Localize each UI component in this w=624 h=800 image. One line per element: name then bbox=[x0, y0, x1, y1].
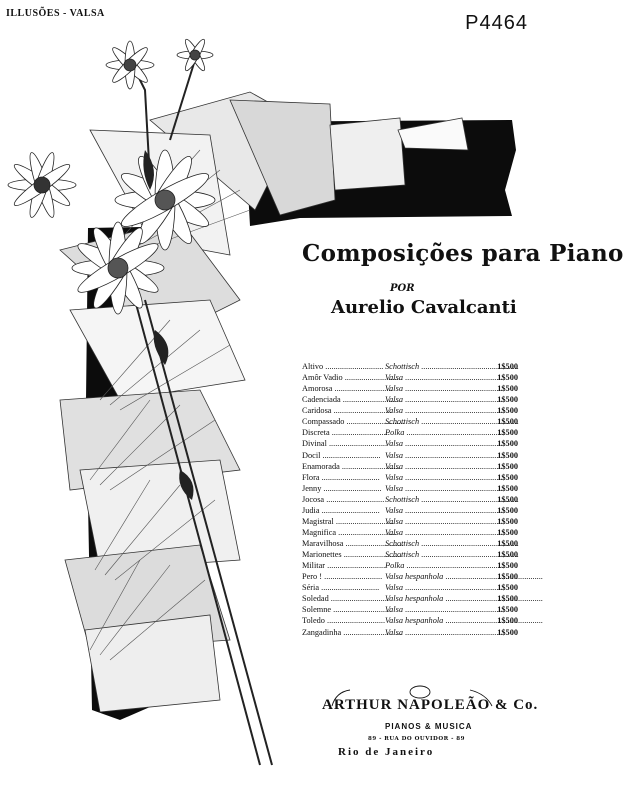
piece-genre: Schottisch ..... bbox=[385, 417, 488, 426]
piece-price: 1$500 bbox=[497, 417, 518, 427]
piece-price: 1$500 bbox=[497, 550, 518, 560]
piece-price: 1$500 bbox=[497, 483, 518, 493]
list-item bbox=[302, 462, 518, 473]
piece-genre: Polka ..... bbox=[385, 428, 488, 437]
publisher-address: 89 - RUA DO OUVIDOR - 89 bbox=[368, 736, 465, 742]
piece-genre: Schottisch ..... bbox=[385, 495, 488, 504]
list-item bbox=[302, 428, 518, 439]
piece-price: 1$500 bbox=[497, 561, 518, 571]
list-item bbox=[302, 583, 518, 594]
header-title: ILLUSÕES - VALSA bbox=[6, 8, 105, 19]
piece-genre: Valsa ..... bbox=[385, 517, 488, 526]
piece-genre: Valsa ..... bbox=[385, 406, 488, 415]
piece-name: Discreta ..... bbox=[302, 428, 385, 437]
piece-genre: Valsa ..... bbox=[385, 439, 488, 448]
piece-name: Amôr Vadio ..... bbox=[302, 373, 385, 382]
piece-name: Maravilhosa ..... bbox=[302, 539, 385, 548]
piece-price: 1$500 bbox=[497, 472, 518, 482]
piece-list bbox=[302, 362, 518, 639]
list-item bbox=[302, 561, 518, 572]
piece-genre: Valsa ..... bbox=[385, 583, 488, 592]
piece-genre: Schottisch ..... bbox=[385, 539, 488, 548]
piece-name: Magistral ..... bbox=[302, 517, 385, 526]
list-item bbox=[302, 506, 518, 517]
list-item bbox=[302, 495, 518, 506]
publisher-name: ARTHUR NAPOLEÃO & Co. bbox=[322, 697, 539, 713]
piece-genre: Valsa hespanhola ..... bbox=[385, 616, 488, 625]
piece-genre: Valsa ..... bbox=[385, 384, 488, 393]
publisher-subtitle: PIANOS & MUSICA bbox=[385, 722, 473, 731]
piece-name: Jocosa ..... bbox=[302, 495, 385, 504]
list-item bbox=[302, 362, 518, 373]
piece-genre: Valsa ..... bbox=[385, 528, 488, 537]
list-item bbox=[302, 594, 518, 605]
piece-name: Jenny ..... bbox=[302, 484, 385, 493]
piece-genre: Valsa ..... bbox=[385, 506, 488, 515]
composer-name: Aurelio Cavalcanti bbox=[331, 297, 517, 318]
piece-name: Amorosa ..... bbox=[302, 384, 385, 393]
list-item bbox=[302, 439, 518, 450]
piece-price: 1$500 bbox=[497, 516, 518, 526]
piece-price: 1$500 bbox=[497, 439, 518, 449]
piece-genre: Valsa hespanhola ..... bbox=[385, 594, 488, 603]
list-item bbox=[302, 451, 518, 462]
piece-name: Judia ..... bbox=[302, 506, 385, 515]
piece-name: Militar ..... bbox=[302, 561, 385, 570]
list-item bbox=[302, 539, 518, 550]
piece-price: 1$500 bbox=[497, 539, 518, 548]
piece-name: Soledad ..... bbox=[302, 594, 385, 603]
piece-price: 1$500 bbox=[497, 627, 518, 637]
piece-name: Enamorada ..... bbox=[302, 462, 385, 471]
list-item bbox=[302, 517, 518, 528]
piece-name: Magnifica ..... bbox=[302, 528, 385, 537]
list-item bbox=[302, 395, 518, 406]
piece-name: Divinal ..... bbox=[302, 439, 385, 448]
piece-price: 1$500 bbox=[497, 494, 518, 504]
piece-genre: Schottisch ..... bbox=[385, 362, 488, 371]
piece-price: 1$500 bbox=[497, 373, 518, 383]
piece-genre: Polka ..... bbox=[385, 561, 488, 570]
cover-title: Composições para Piano bbox=[302, 240, 624, 267]
piece-genre: Valsa ..... bbox=[385, 628, 488, 637]
piece-price: 1$500 bbox=[497, 384, 518, 394]
piece-price: 1$500 bbox=[497, 616, 518, 626]
list-item bbox=[302, 373, 518, 384]
piece-name: Pero ! ..... bbox=[302, 572, 385, 581]
list-item bbox=[302, 628, 518, 639]
list-item bbox=[302, 528, 518, 539]
piece-name: Solemne ..... bbox=[302, 605, 385, 614]
list-item bbox=[302, 473, 518, 484]
piece-price: 1$500 bbox=[497, 461, 518, 471]
piece-name: Zangadinha ..... bbox=[302, 628, 385, 637]
piece-name: Séria ..... bbox=[302, 583, 385, 592]
piece-price: 1$500 bbox=[497, 605, 518, 615]
list-item bbox=[302, 605, 518, 616]
piece-name: Compassado ..... bbox=[302, 417, 385, 426]
piece-name: Altivo ..... bbox=[302, 362, 385, 371]
piece-genre: Valsa hespanhola ..... bbox=[385, 572, 488, 581]
piece-price: 1$500 bbox=[497, 428, 518, 438]
piece-price: 1$500 bbox=[497, 505, 518, 515]
piece-name: Cadenciada ..... bbox=[302, 395, 385, 404]
piece-price: 1$500 bbox=[497, 450, 518, 460]
publisher-city: Rio de Janeiro bbox=[338, 746, 435, 758]
piece-genre: Valsa ..... bbox=[385, 473, 488, 482]
list-item bbox=[302, 484, 518, 495]
list-item bbox=[302, 616, 518, 627]
piece-name: Flora ..... bbox=[302, 473, 385, 482]
piece-price: 1$500 bbox=[497, 362, 518, 371]
piece-price: 1$500 bbox=[497, 406, 518, 416]
list-item bbox=[302, 572, 518, 583]
piece-genre: Valsa ..... bbox=[385, 605, 488, 614]
piece-name: Toledo ..... bbox=[302, 616, 385, 625]
piece-genre: Valsa ..... bbox=[385, 451, 488, 460]
piece-name: Marionettes ..... bbox=[302, 550, 385, 559]
piece-genre: Valsa ..... bbox=[385, 462, 488, 471]
cover-by: POR bbox=[390, 283, 415, 294]
piece-price: 1$500 bbox=[497, 572, 518, 582]
list-item bbox=[302, 550, 518, 561]
piece-genre: Valsa ..... bbox=[385, 373, 488, 382]
piece-genre: Valsa ..... bbox=[385, 395, 488, 404]
piece-genre: Schottisch ..... bbox=[385, 550, 488, 559]
list-item bbox=[302, 406, 518, 417]
list-item bbox=[302, 417, 518, 428]
piece-price: 1$500 bbox=[497, 527, 518, 537]
list-item bbox=[302, 384, 518, 395]
piece-price: 1$500 bbox=[497, 583, 518, 593]
piece-genre: Valsa ..... bbox=[385, 484, 488, 493]
piece-name: Docil ..... bbox=[302, 451, 385, 460]
catalog-id: P4464 bbox=[465, 12, 528, 34]
piece-price: 1$500 bbox=[497, 395, 518, 405]
piece-name: Caridosa ..... bbox=[302, 406, 385, 415]
piece-price: 1$500 bbox=[497, 594, 518, 604]
